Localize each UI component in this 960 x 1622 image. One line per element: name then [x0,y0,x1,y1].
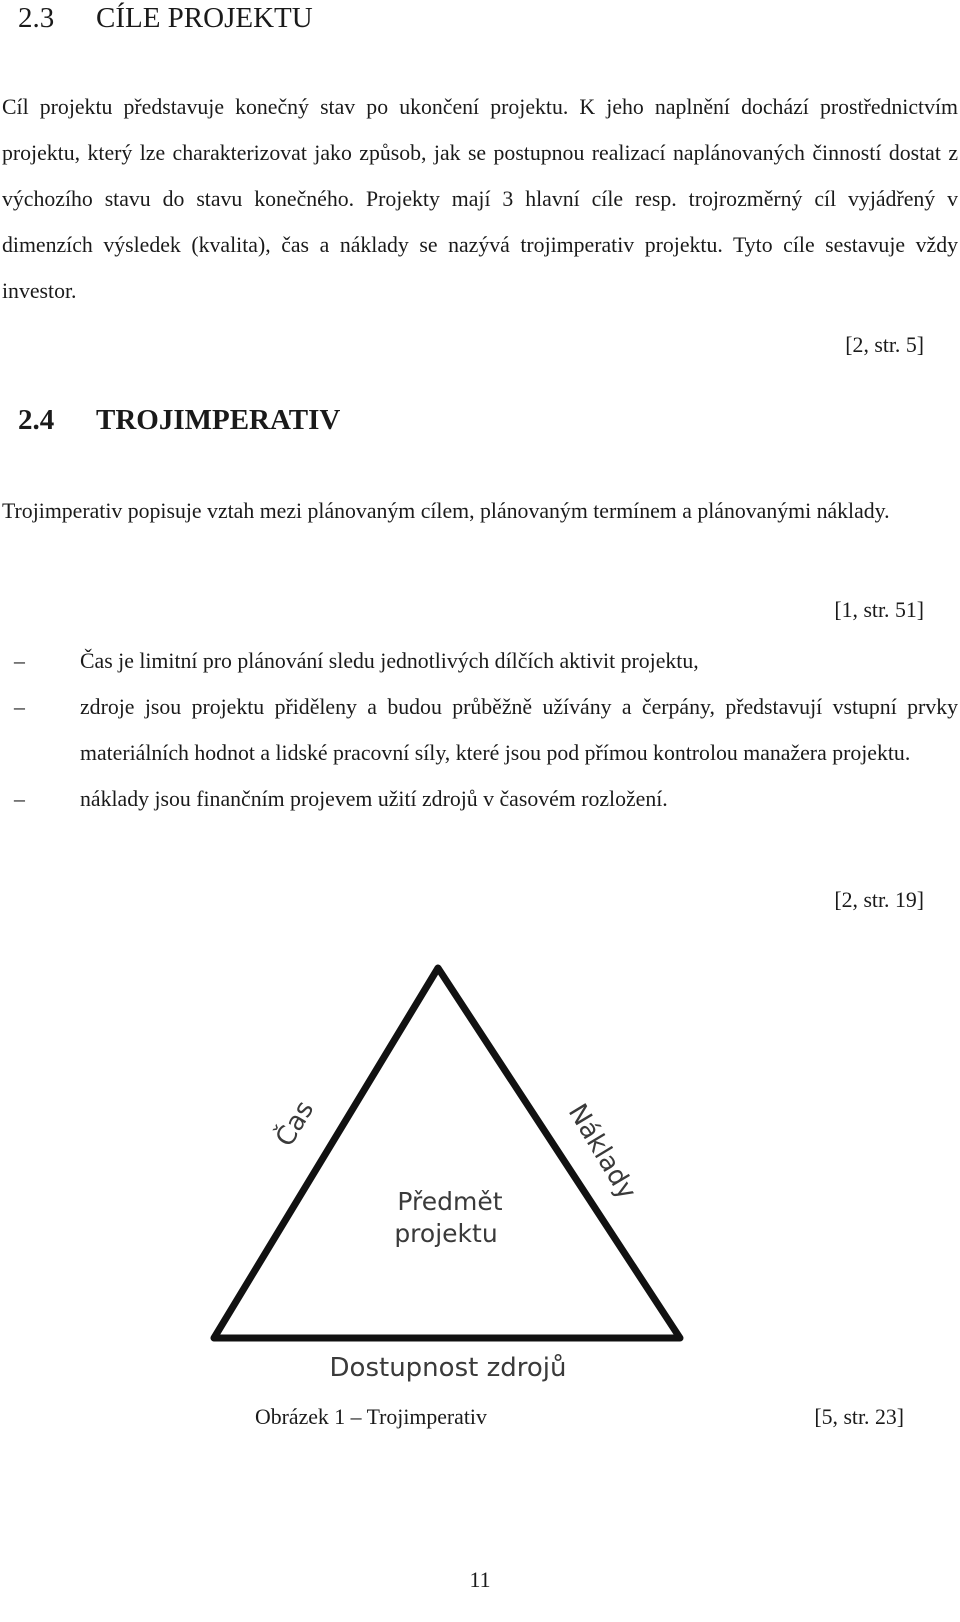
section-title: TROJIMPERATIV [96,404,341,436]
bottom-label: Dostupnost zdrojů [329,1353,567,1383]
list-item-text: Čas je limitní pro plánování sledu jednotlivých dílčích aktivit projektu, [80,649,699,673]
citation-reference: [2, str. 19] [834,888,924,912]
list-item-text: zdroje jsou projektu přiděleny a budou průběžně užívány a čerpány, představují vstupní prvky materiálních hodnot a lidské pracovní síly, které jsou pod přímou kontrolou manažera projektu. [80,695,958,765]
paragraph-project-goals: Cíl projektu představuje konečný stav po ukončení projektu. K jeho naplnění dochází prostřednictvím projektu, který lze charakterizovat jako způsob, jak se postupnou realizací naplánovaných činností dostat z výchozího stavu do stavu konečného. Projekty mají 3 hlavní cíle resp. trojrozměrný cíl vyjádřený v dimenzích výsledek (kvalita), čas a náklady se nazývá trojimperativ projektu. Tyto cíle sestavuje vždy investor. [2,95,958,303]
paragraph-trojimperativ: Trojimperativ popisuje vztah mezi plánovaným cílem, plánovaným termínem a plánovanými náklady. [2,499,890,523]
section-number: 2.4 [18,404,55,436]
citation-reference: [2, str. 5] [845,333,924,357]
figure-caption-reference: [5, str. 23] [814,1405,904,1429]
center-label-line2: projektu [394,1219,498,1248]
figure-caption: Obrázek 1 – Trojimperativ [255,1405,487,1429]
list-item-text: náklady jsou finančním projevem užití zdrojů v časovém rozložení. [80,787,668,811]
section-title: CÍLE PROJEKTU [96,2,313,34]
bullet-list [0,638,958,822]
list-item [0,638,958,684]
section-number: 2.3 [18,2,55,34]
dash-bullet: – [14,649,25,673]
trojimperativ-triangle-diagram [200,960,700,1400]
citation-reference: [1, str. 51] [834,598,924,622]
section-heading-2-4 [18,404,340,437]
list-item [0,776,958,822]
center-label-line1: Předmět [397,1187,503,1216]
right-side-label: Náklady [561,1098,642,1205]
list-item [0,684,958,776]
page-number: 11 [469,1568,491,1592]
section-heading-2-3 [18,2,313,35]
left-side-label: Čas [270,1095,321,1153]
dash-bullet: – [14,787,25,811]
dash-bullet: – [14,695,25,719]
